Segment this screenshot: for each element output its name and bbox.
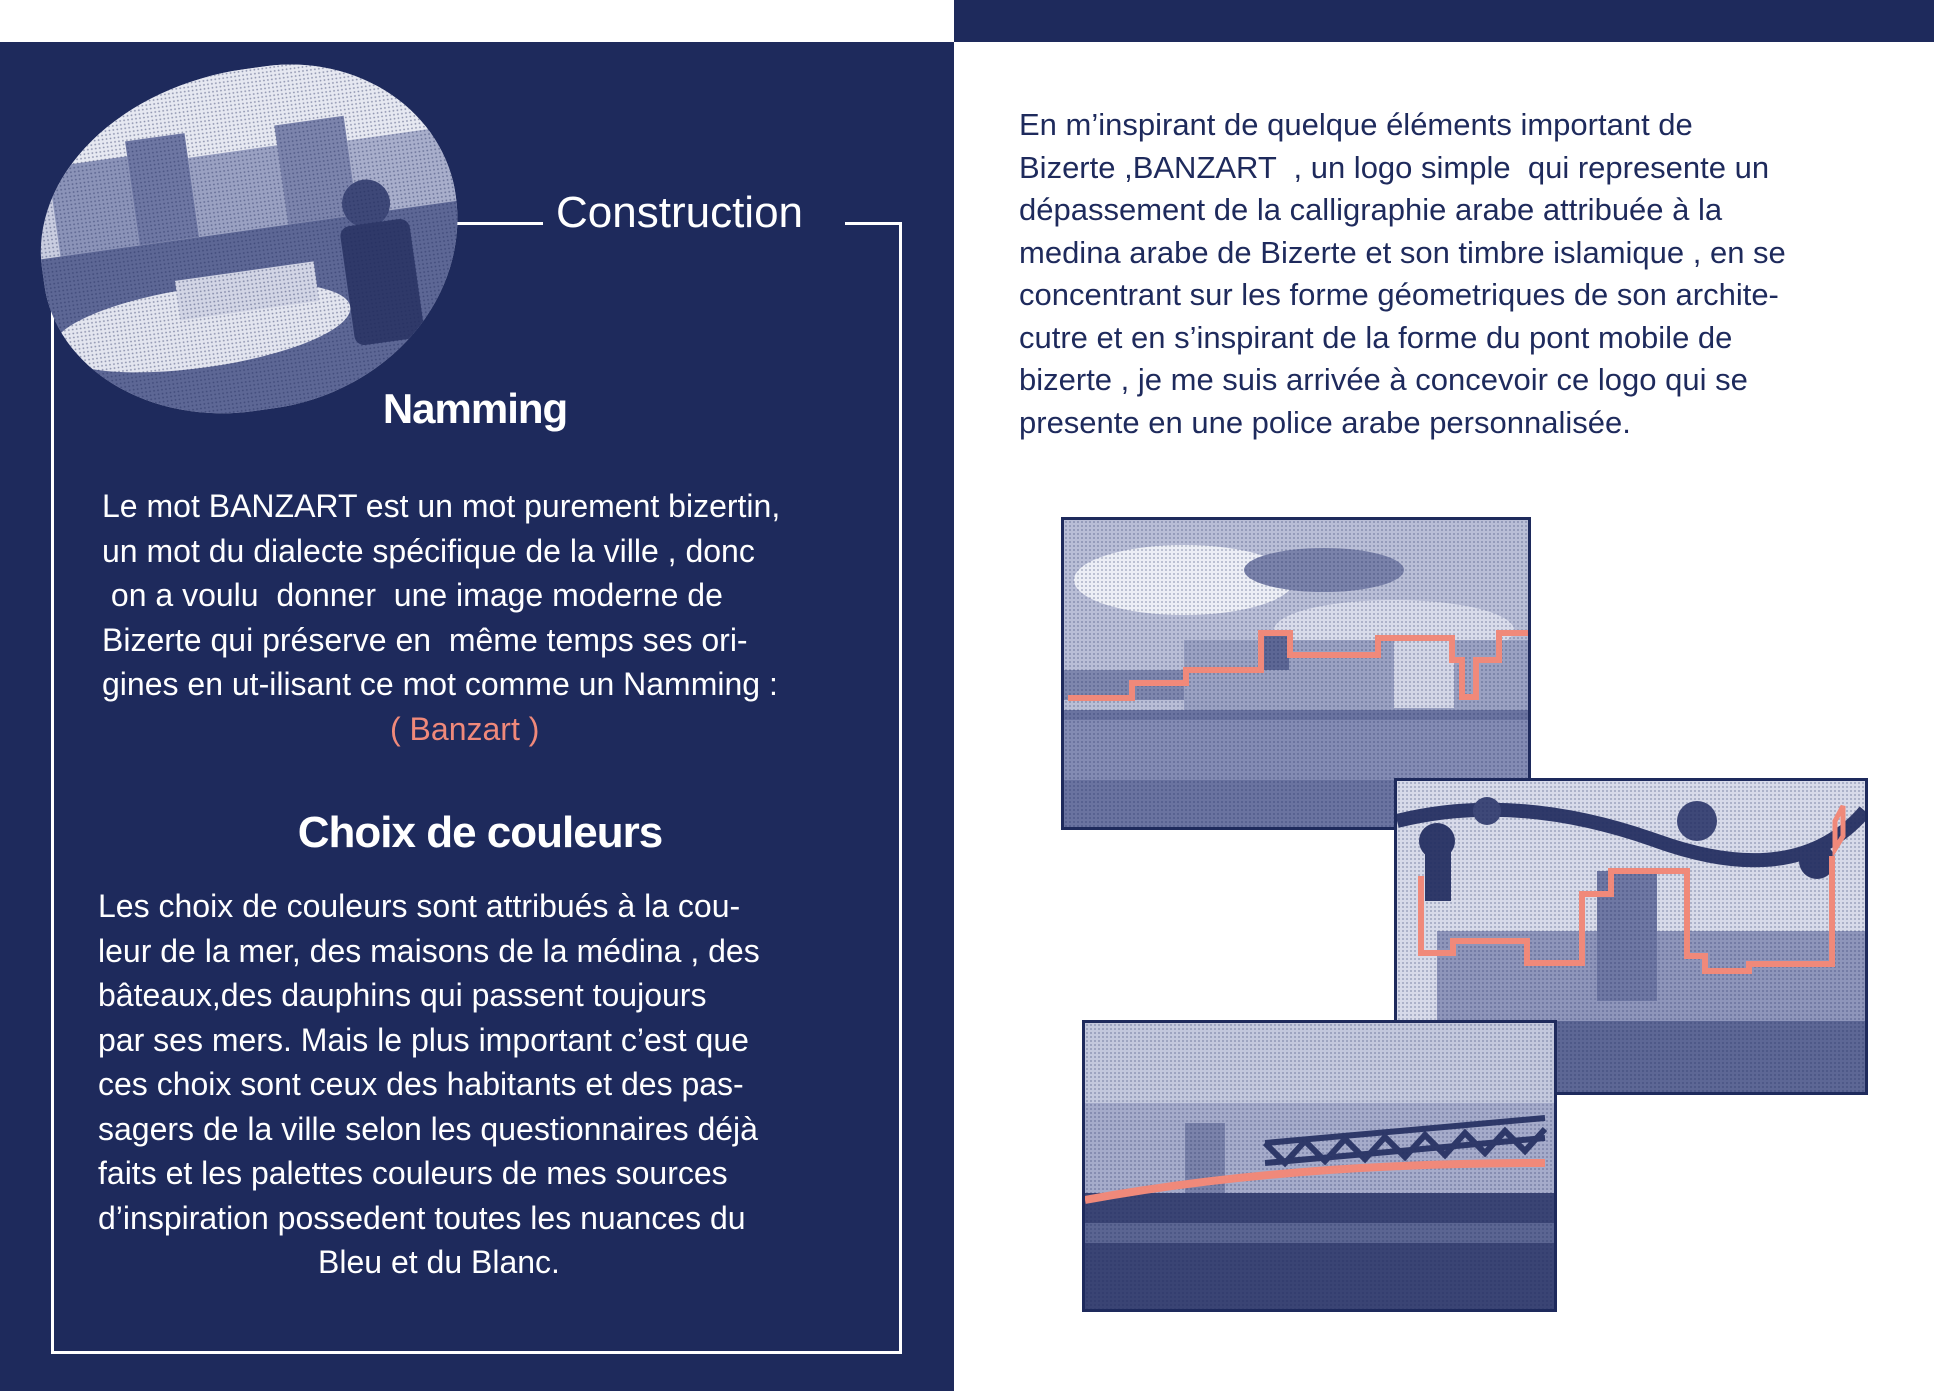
colors-line: sagers de la ville selon les questionnaires déjà [98, 1110, 758, 1147]
intro-line: presente en une police arabe personnalisée. [1019, 404, 1631, 440]
colors-line: ces choix sont ceux des habitants et des pas- [98, 1066, 744, 1102]
namming-text [102, 484, 882, 751]
colors-line: Les choix de couleurs sont attribués à la cou- [98, 888, 741, 924]
namming-heading: Namming [382, 385, 568, 432]
frame-top-left-segment [448, 222, 543, 225]
bridge-photo [1082, 1020, 1557, 1312]
colors-line: Bleu et du Blanc. [318, 1244, 560, 1280]
colors-text [98, 884, 878, 1285]
frame-top-right-segment [845, 222, 902, 225]
namming-line: on a voulu donner une image moderne de [102, 577, 723, 613]
intro-line: En m’inspirant de quelque éléments important de [1019, 107, 1693, 142]
colors-line: d’inspiration possedent toutes les nuances du [98, 1199, 746, 1236]
intro-line: bizerte , je me suis arrivée à concevoir ce logo qui se [1019, 362, 1748, 397]
intro-line: dépassement de la calligraphie arabe attribuée à la [1019, 192, 1723, 227]
intro-text [1019, 104, 1879, 444]
namming-line: gines en ut-ilisant ce mot comme un Namming : [102, 666, 778, 702]
colors-line: leur de la mer, des maisons de la médina , des [98, 932, 760, 969]
namming-line: Le mot BANZART est un mot purement bizertin, [102, 488, 781, 524]
colors-line: bâteaux,des dauphins qui passent toujours [98, 977, 707, 1013]
top-band [954, 0, 1934, 42]
intro-line: Bizerte ,BANZART , un logo simple qui represente un [1019, 149, 1770, 185]
colors-heading: Choix de couleurs [297, 808, 663, 857]
colors-line: faits et les palettes couleurs de mes sources [98, 1155, 728, 1191]
construction-title: Construction [556, 188, 804, 237]
intro-line: medina arabe de Bizerte et son timbre islamique , en se [1019, 234, 1786, 270]
namming-line: un mot du dialecte spécifique de la ville , donc [102, 532, 755, 569]
namming-highlight: ( Banzart ) [390, 710, 540, 747]
intro-line: cutre et en s’inspirant de la forme du pont mobile de [1019, 319, 1733, 355]
intro-line: concentrant sur les forme géometriques de son archite- [1019, 277, 1779, 312]
namming-line: Bizerte qui préserve en même temps ses ori- [102, 621, 748, 658]
colors-line: par ses mers. Mais le plus important c’est que [98, 1021, 749, 1058]
